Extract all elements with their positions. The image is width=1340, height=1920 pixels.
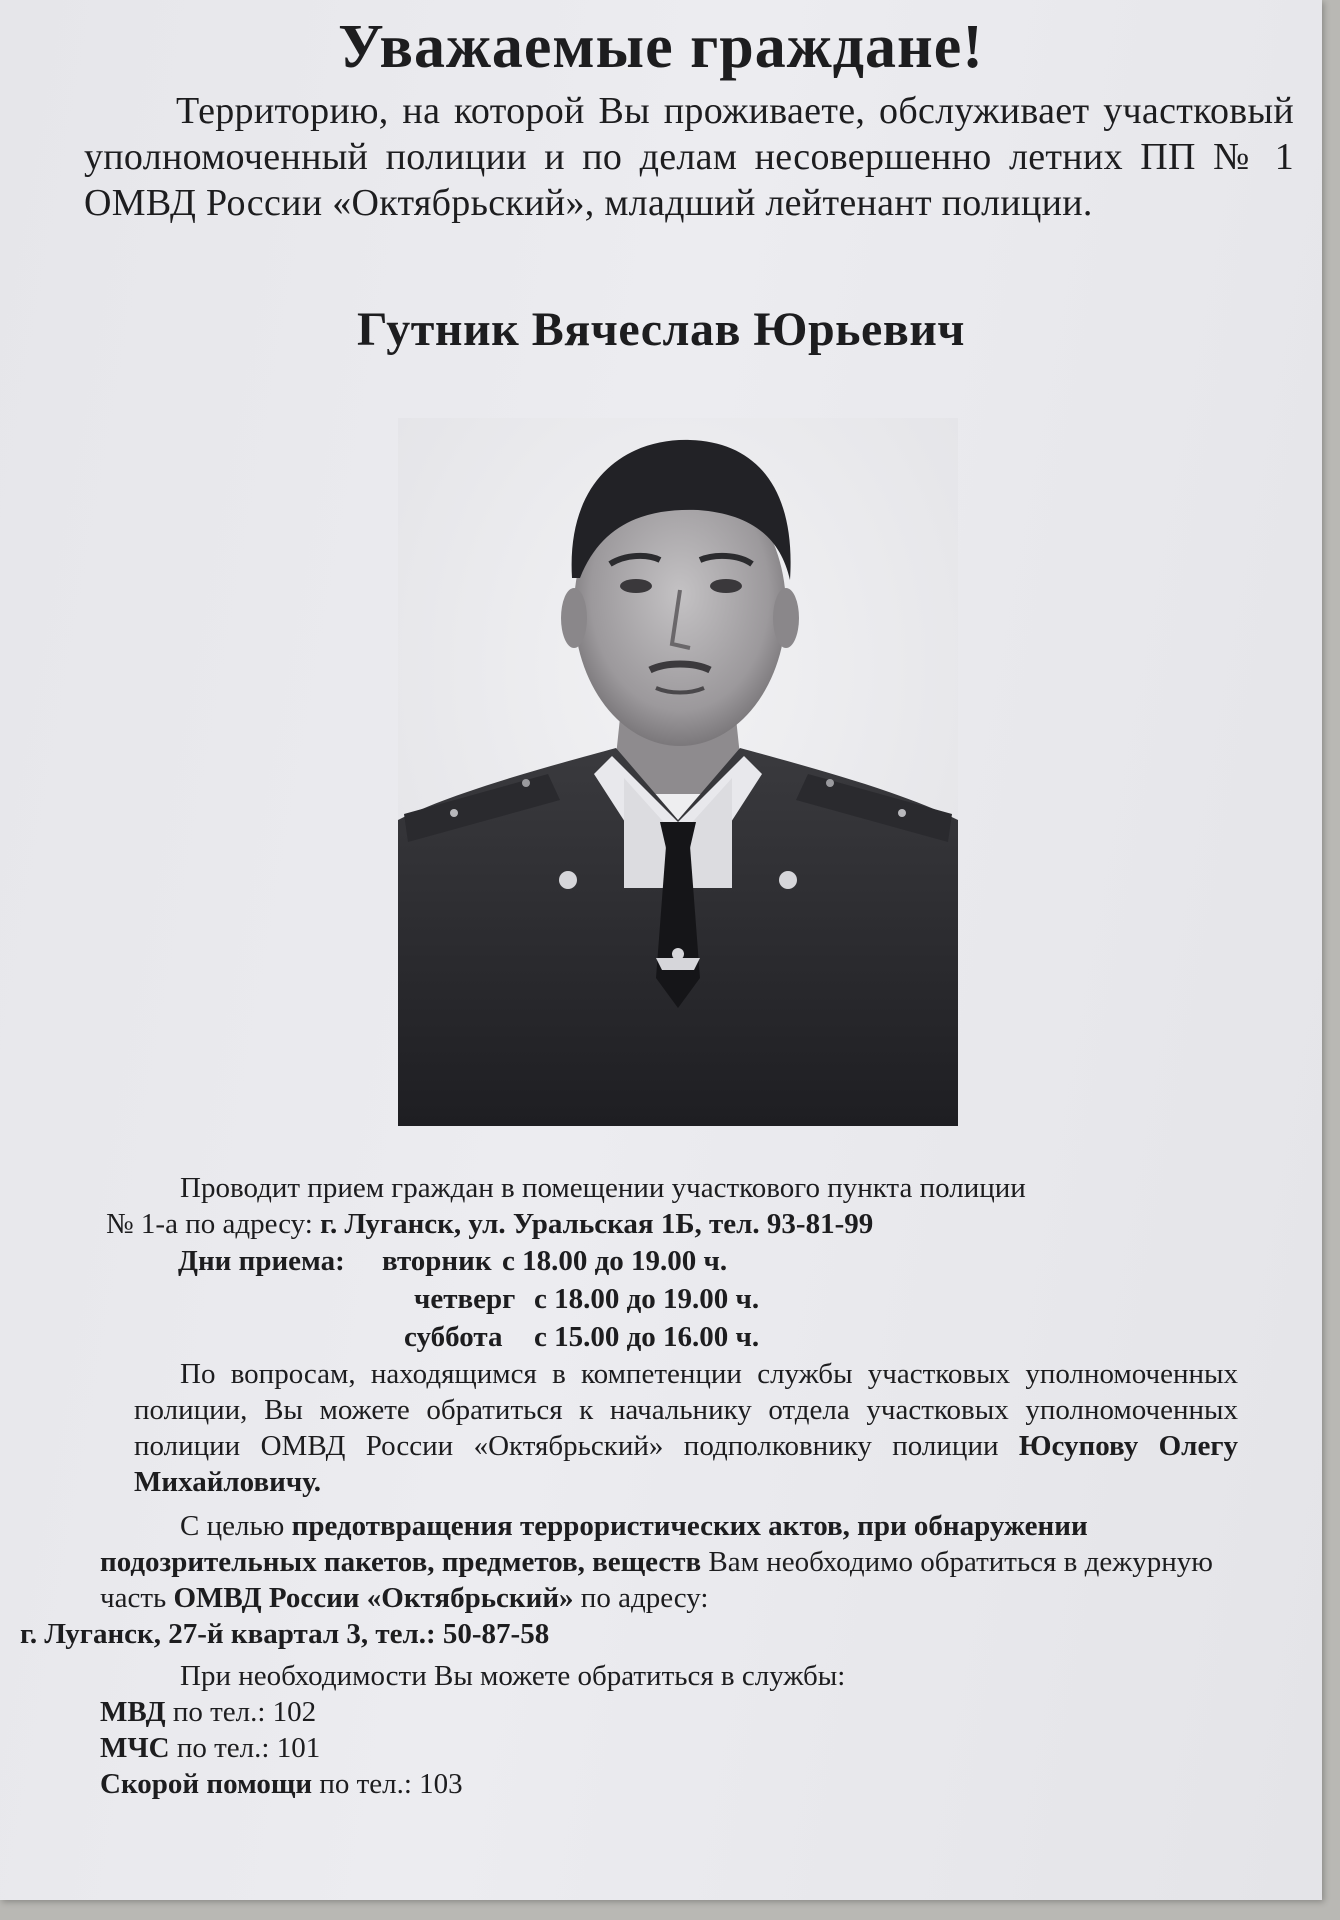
schedule-row: [178, 1242, 759, 1280]
terror-text-4: ОМВД России «Октябрьский»: [173, 1582, 574, 1614]
service-item: [100, 1730, 1240, 1766]
terror-text-1: С целью: [180, 1510, 292, 1542]
services-block: [100, 1658, 1240, 1802]
questions-text: По вопросам, находящимся в компетенции службы участковых уполномоченных полиции, Вы можете обратиться к начальнику отдела участковых уполномоченных полиции ОМВД России «Октябрьский» подполковнику полиции: [134, 1358, 1238, 1462]
service-item: [100, 1766, 1240, 1802]
reception-line-2-prefix: № 1-а по адресу:: [106, 1208, 321, 1240]
officer-photo: [398, 418, 958, 1126]
schedule-time: с 18.00 до 19.00 ч.: [502, 1245, 728, 1277]
service-name: МЧС: [100, 1732, 170, 1764]
terror-text-3: Вам необходимо обратиться в дежурную часть: [100, 1546, 1213, 1614]
notice-title: Уважаемые граждане!: [338, 13, 984, 81]
schedule-day: суббота: [404, 1321, 503, 1353]
schedule-day: вторник: [382, 1245, 492, 1277]
reception-line-1: Проводит прием граждан в помещении участкового пункта полиции: [180, 1172, 1026, 1204]
service-name: Скорой помощи: [100, 1768, 313, 1800]
services-intro: При необходимости Вы можете обратиться в службы:: [180, 1660, 846, 1692]
service-name: МВД: [100, 1696, 166, 1728]
chief-name: Юсупову Олегу Михайловичу.: [134, 1430, 1238, 1498]
terror-text-2: предотвращения террористических актов, при обнаружении подозрительных пакетов, предметов, веществ: [100, 1510, 1088, 1578]
service-phone: по тел.: 101: [176, 1732, 321, 1764]
schedule-day: четверг: [414, 1283, 516, 1315]
terror-paragraph: [20, 1508, 1240, 1652]
officer-name: Гутник Вячеслав Юрьевич: [357, 303, 965, 356]
service-item: [100, 1694, 1240, 1730]
schedule-row: [178, 1318, 759, 1356]
reception-info: [106, 1170, 1226, 1242]
questions-paragraph: [134, 1356, 1238, 1500]
terror-text-5: по адресу:: [573, 1582, 709, 1614]
schedule-time: с 15.00 до 16.00 ч.: [534, 1321, 760, 1353]
reception-address: г. Луганск, ул. Уральская 1Б, тел. 93-81-99: [320, 1208, 874, 1240]
reception-schedule: [178, 1242, 759, 1356]
service-phone: по тел.: 102: [172, 1696, 317, 1728]
reception-line-2: [106, 1206, 1226, 1242]
intro-paragraph: Территорию, на которой Вы проживаете, обслуживает участковый уполномоченный полиции и по делам несовершенно летних ПП № 1 ОМВД России «Октябрьский», младший лейтенант полиции.: [84, 90, 1294, 224]
duty-address: г. Луганск, 27-й квартал 3, тел.: 50-87-58: [20, 1618, 550, 1650]
service-phone: по тел.: 103: [319, 1768, 463, 1800]
schedule-time: с 18.00 до 19.00 ч.: [534, 1283, 760, 1315]
days-label: Дни приема:: [178, 1245, 345, 1277]
schedule-spacer: [178, 1318, 404, 1356]
schedule-spacer: [178, 1280, 414, 1318]
schedule-row: [178, 1280, 759, 1318]
